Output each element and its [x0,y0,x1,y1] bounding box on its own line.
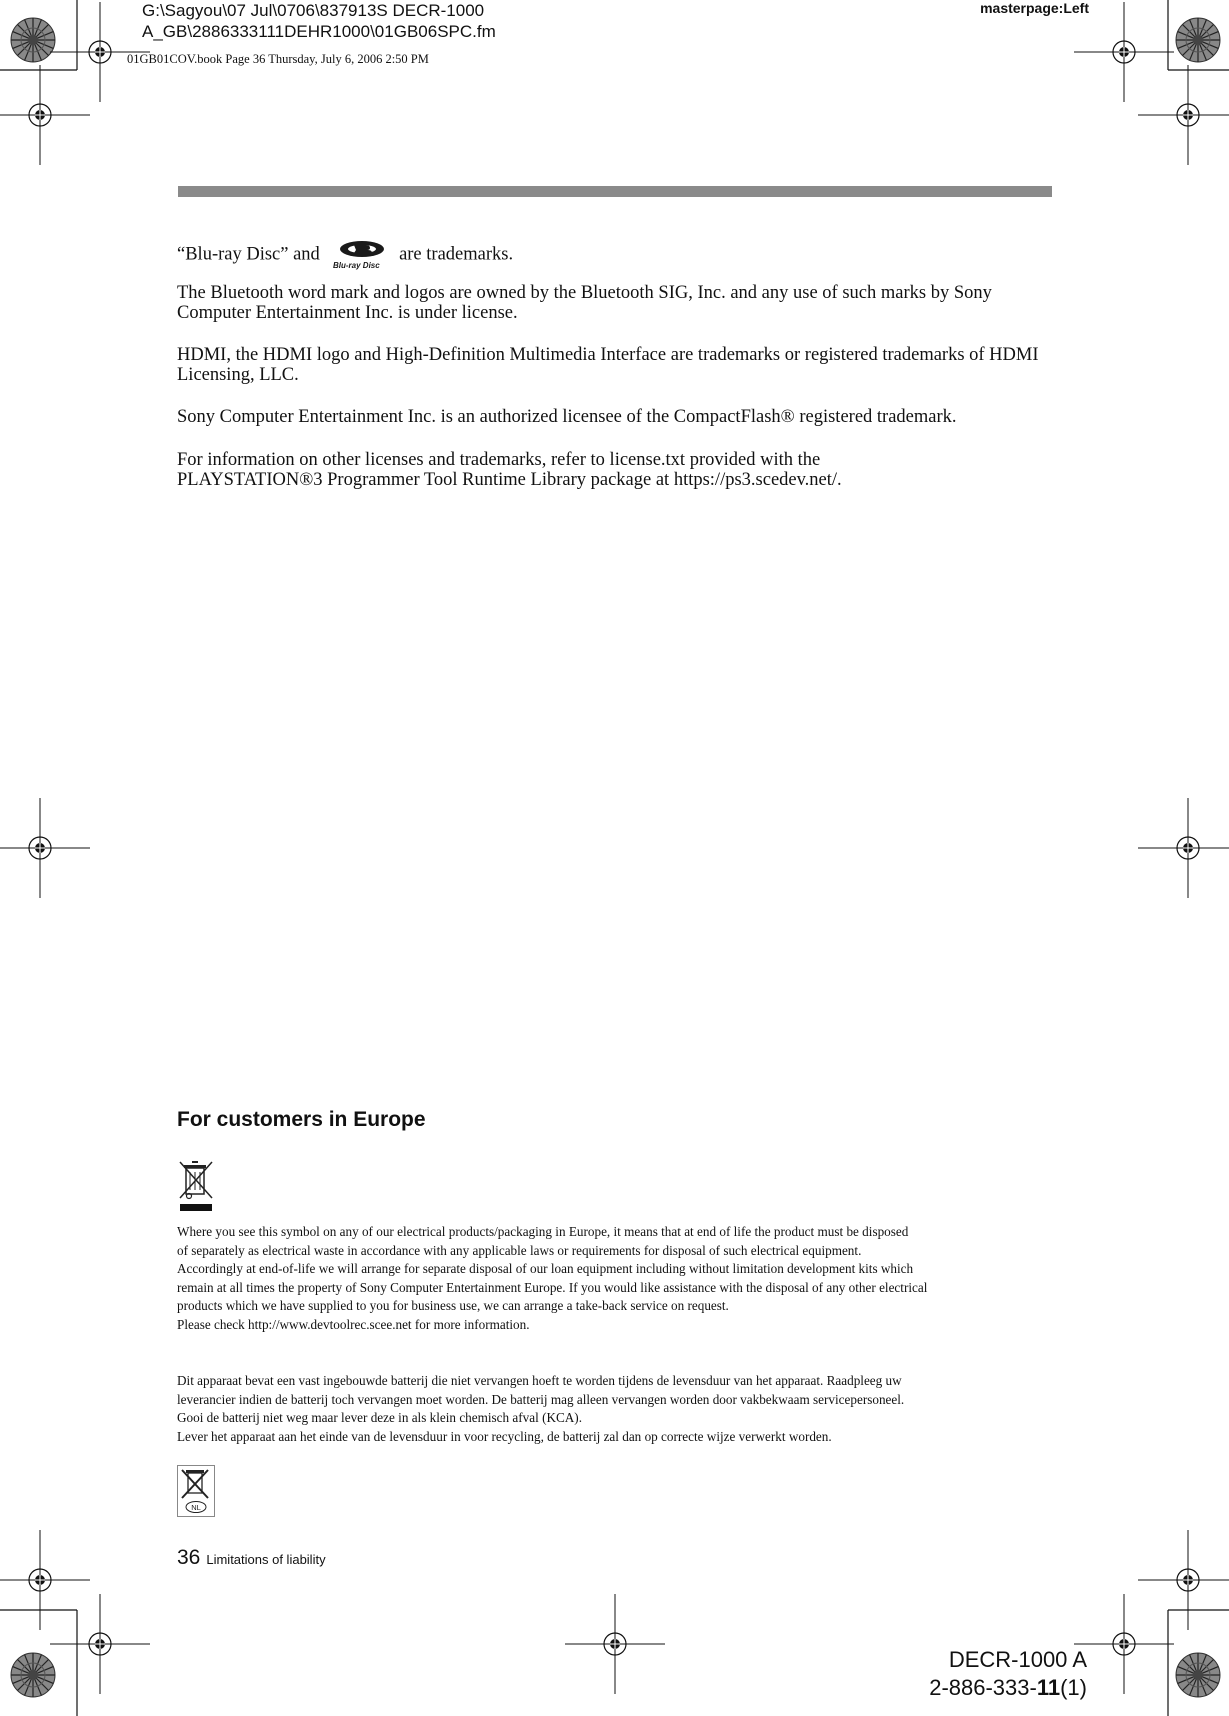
registration-mark-icon [1138,798,1229,898]
registration-mark-icon [1074,2,1174,102]
registration-mark-icon [50,2,150,102]
masterpage-label: masterpage:Left [980,0,1089,16]
printer-color-target-icon [11,1653,55,1697]
hdmi-text: HDMI, the HDMI logo and High-Definition Multimedia Interface are trademarks or registered trademarks of HDMI Licensing, LLC. [177,345,1039,385]
bluray-suffix: are trademarks. [399,244,514,265]
nl-line3: Gooi de batterij niet weg maar lever deze in als klein chemisch afval (KCA). [177,1410,582,1425]
nl-line4: Lever het apparaat aan het einde van de levensduur in voor recycling, de batterij zal dan op correcte wijze verwerkt worden. [177,1428,832,1444]
model-number: DECR-1000 A [948,1647,1087,1672]
registration-mark-icon [0,798,90,898]
book-info: 01GB01COV.book Page 36 Thursday, July 6, 2006 2:50 PM [127,52,429,66]
license-info-line2: PLAYSTATION®3 Programmer Tool Runtime Library package at https://ps3.scedev.net/. [177,470,842,490]
bluray-prefix: “Blu-ray Disc” and [177,244,320,265]
nl-line2: leverancier indien de batterij toch vervangen moet worden. De batterij mag alleen vervangen worden door vakbekwaam servicepersoneel. [177,1391,905,1407]
printer-color-target-icon [1176,1653,1220,1697]
weee-line1: Where you see this symbol on any of our electrical products/packaging in Europe, it means that at end of life the product must be disposed [177,1224,909,1239]
registration-mark-icon [1138,65,1229,165]
bluray-logo-text: Blu-ray Disc [333,261,381,270]
part-number-prefix: 2-886-333- [929,1675,1037,1700]
europe-heading: For customers in Europe [177,1108,426,1131]
license-info-line1: For information on other licenses and trademarks, refer to license.txt provided with the [177,450,821,470]
registration-mark-icon [50,1594,150,1694]
header-path-line1: G:\Sagyou\07 Jul\0706\837913S DECR-1000 [142,1,485,20]
page-number: 36 [177,1546,201,1569]
compactflash-text: Sony Computer Entertainment Inc. is an authorized licensee of the CompactFlash® registered trademark. [177,407,957,427]
part-number-bold: 11 [1036,1675,1061,1700]
nl-line1: Dit apparaat bevat een vast ingebouwde batterij die niet vervangen hoeft te worden tijdens de levensduur van het apparaat. Raadpleeg uw [177,1373,902,1388]
weee-line5: products which we have supplied to you for business use, we can arrange a take-back service on request. [177,1298,729,1313]
printer-color-target-icon [1176,18,1220,62]
part-number-suffix: (1) [1060,1675,1087,1700]
weee-line2: of separately as electrical waste in accordance with any applicable laws or requirements for disposal of such electrical equipment. [177,1242,862,1258]
section-name: Limitations of liability [206,1552,326,1567]
header-path-line2: A_GB\2886333111DEHR1000\01GB06SPC.fm [142,22,496,41]
registration-mark-icon [1138,1530,1229,1630]
weee-line4: remain at all times the property of Sony Computer Entertainment Europe. If you would like assistance with the disposal of any other electrical [177,1279,928,1295]
registration-mark-icon [565,1594,665,1694]
registration-mark-icon [0,65,90,165]
weee-line6: Please check http://www.devtoolrec.scee.net for more information. [177,1316,530,1332]
nl-badge-text: NL [191,1503,201,1512]
registration-mark-icon [1074,1594,1174,1694]
weee-line3: Accordingly at end-of-life we will arrange for separate disposal of our loan equipment including without limitation development kits which [177,1261,914,1276]
printer-color-target-icon [11,18,55,62]
bluetooth-text: The Bluetooth word mark and logos are owned by the Bluetooth SIG, Inc. and any use of such marks by Sony Computer Entertainment Inc. is under license. [177,283,992,323]
